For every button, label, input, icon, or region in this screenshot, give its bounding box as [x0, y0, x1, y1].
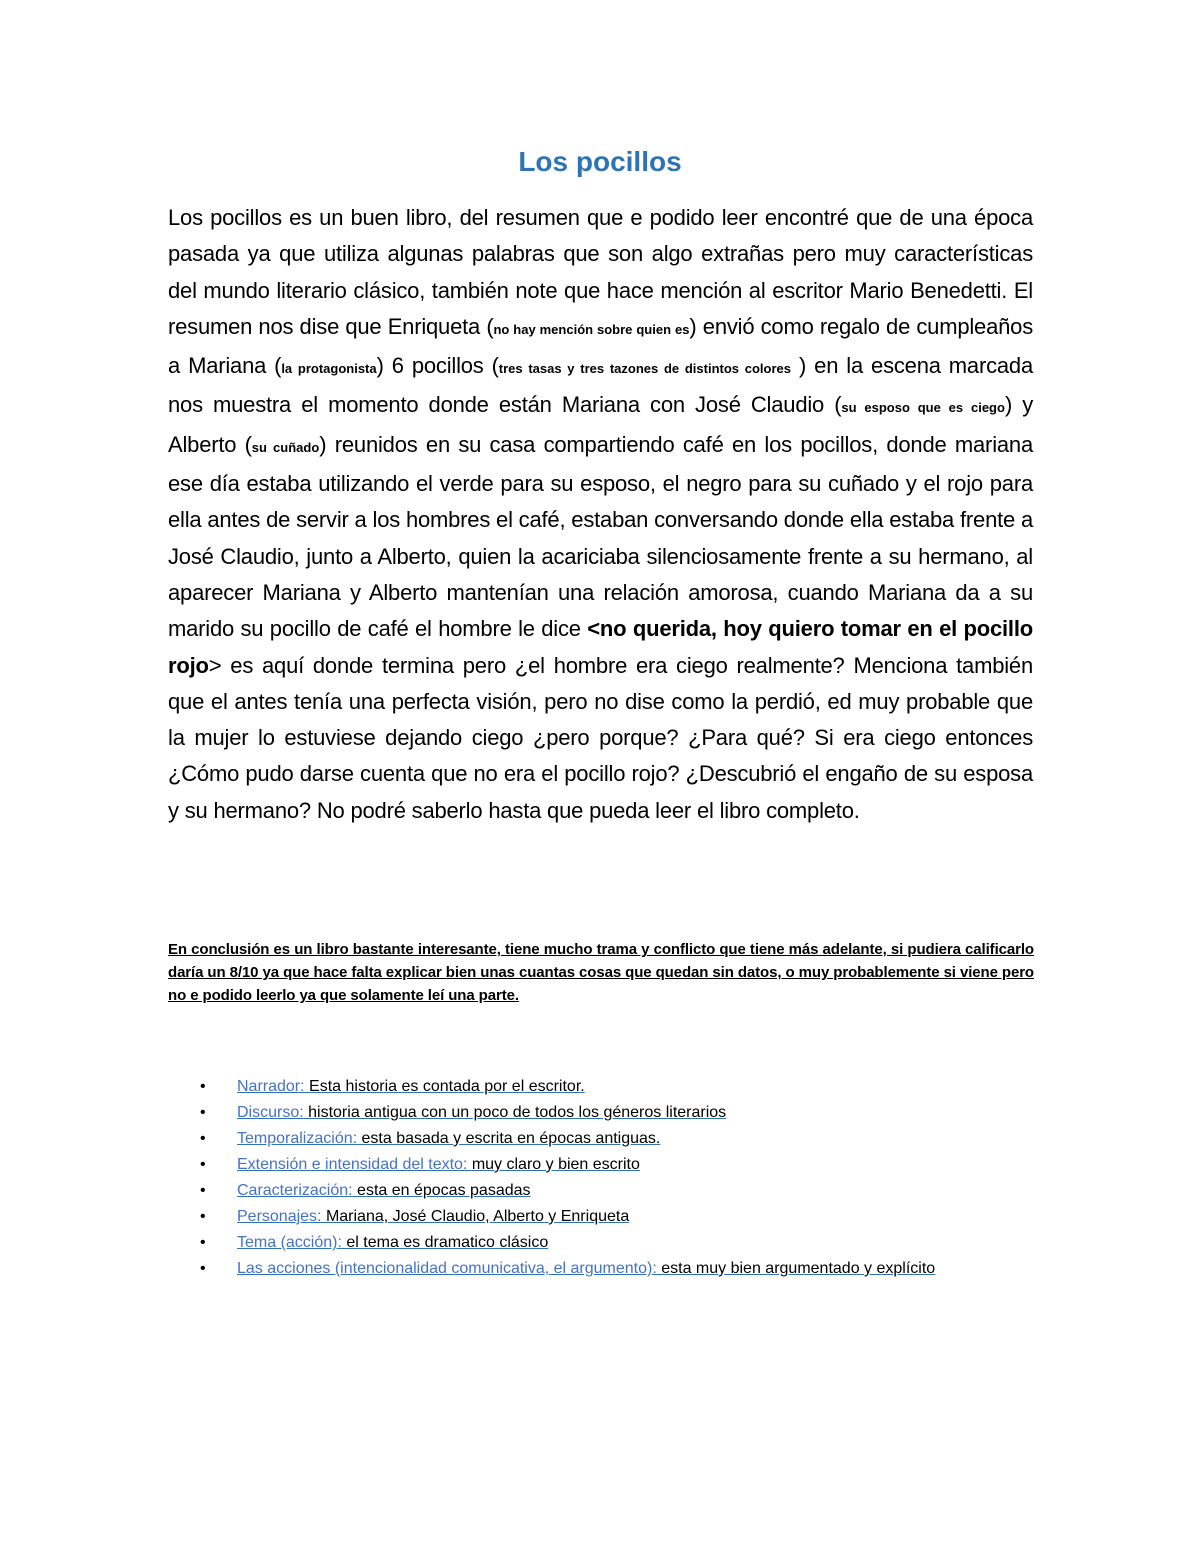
list-item-narrador: [200, 1074, 1100, 1100]
list-item-acciones: [200, 1256, 1100, 1282]
list-item-temporalizacion: [200, 1126, 1100, 1152]
paragraph-quote: <no querida, hoy quiero tomar en el pocillo rojo: [168, 616, 1033, 678]
bullet-icon: •: [200, 1208, 206, 1225]
list-item-tema: [200, 1230, 1100, 1256]
list-item-label: Narrador:: [237, 1078, 305, 1095]
paragraph-text-1: Los pocillos es un buen libro, del resumen que e podido leer encontré que de una época pasada ya que utiliza algunas palabras que son algo extrañas pero muy características del mundo literario clásico, también note que hace mención al escritor Mario Benedetti. El resumen nos dise que Enriqueta (: [168, 205, 1033, 339]
paragraph-note-2: la protagonista: [281, 361, 377, 377]
list-item-label: Personajes:: [237, 1208, 322, 1225]
list-item-label: Temporalización:: [237, 1130, 358, 1147]
review-paragraph: [168, 200, 1033, 829]
paragraph-text-6: ) reunidos en su casa compartiendo café en los pocillos, donde mariana ese día estaba utilizando el verde para su esposo, el negro para su cuñado y el rojo para ella antes de servir a los hombres el café, estaban conversando donde ella estaba frente a José Claudio, junto a Alberto, quien la acariciaba silenciosamente frente a su hermano, al aparecer Mariana y Alberto mantenían una relación amorosa, cuando Mariana da a su marido su pocillo de café el hombre le dice: [168, 431, 1033, 642]
list-item-label: Tema (acción):: [237, 1234, 342, 1251]
list-item-caracterizacion: [200, 1178, 1100, 1204]
paragraph-note-5: su cuñado: [251, 439, 320, 455]
list-item-label: Las acciones (intencionalidad comunicativa, el argumento):: [237, 1260, 657, 1277]
paragraph-note-1: no hay mención sobre quien es: [493, 321, 690, 337]
list-item-discurso: [200, 1100, 1100, 1126]
paragraph-text-3: ) 6 pocillos (: [376, 353, 499, 379]
bullet-icon: •: [200, 1156, 206, 1173]
list-item-extension: [200, 1152, 1100, 1178]
paragraph-text-4: ) en la escena marcada nos muestra el momento donde están Mariana con José Claudio (: [168, 353, 1033, 418]
analysis-list: [200, 1074, 1100, 1282]
conclusion-paragraph: En conclusión es un libro bastante interesante, tiene mucho trama y conflicto que tiene más adelante, si pudiera calificarlo daría un 8/10 ya que hace falta explicar bien unas cuantas cosas que quedan sin datos, o muy probablemente si viene pero no e podido leerlo ya que solamente leí una parte.: [168, 941, 1034, 1004]
paragraph-text-2: ) envió como regalo de cumpleaños a Mariana (: [168, 313, 1033, 379]
list-item-value: esta muy bien argumentado y explícito: [656, 1260, 936, 1277]
list-item-value: historia antigua con un poco de todos los géneros literarios: [303, 1104, 727, 1121]
list-item-value: Mariana, José Claudio, Alberto y Enriqueta: [321, 1208, 630, 1225]
bullet-icon: •: [200, 1182, 206, 1199]
list-item-label: Discurso:: [237, 1104, 304, 1121]
list-item-value: esta en épocas pasadas: [352, 1182, 531, 1199]
list-item-value: el tema es dramatico clásico: [341, 1234, 549, 1251]
bullet-icon: •: [200, 1260, 206, 1277]
bullet-icon: •: [200, 1078, 206, 1095]
bullet-icon: •: [200, 1130, 206, 1147]
bullet-icon: •: [200, 1234, 206, 1251]
paragraph-text-5: ) y Alberto (: [168, 392, 1034, 457]
list-item-personajes: [200, 1204, 1100, 1230]
list-item-value: Esta historia es contada por el escritor.: [304, 1078, 585, 1095]
list-item-label: Caracterización:: [237, 1182, 353, 1199]
paragraph-note-4: su esposo que es ciego: [841, 400, 1005, 416]
bullet-icon: •: [200, 1104, 206, 1121]
page-title: Los pocillos: [518, 146, 682, 177]
list-item-value: esta basada y escrita en épocas antiguas.: [357, 1130, 661, 1147]
paragraph-note-3: tres tasas y tres tazones de distintos colores: [498, 361, 791, 377]
list-item-value: muy claro y bien escrito: [467, 1156, 640, 1173]
paragraph-text-7: > es aquí donde termina pero ¿el hombre era ciego realmente? Menciona también que el antes tenía una perfecta visión, pero no dise como la perdió, ed muy probable que la mujer lo estuviese dejando ciego ¿pero porque? ¿Para qué? Si era ciego entonces ¿Cómo pudo darse cuenta que no era el pocillo rojo? ¿Descubrió el engaño de su esposa y su hermano? No podré saberlo hasta que pueda leer el libro completo.: [168, 652, 1033, 823]
list-item-label: Extensión e intensidad del texto:: [237, 1156, 468, 1173]
